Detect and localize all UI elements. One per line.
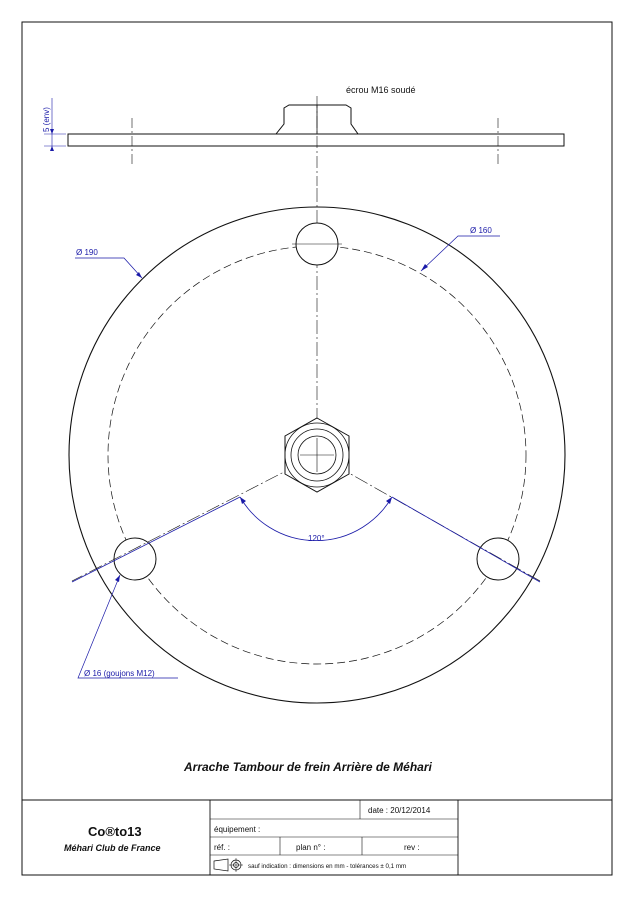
hole-right [477,538,519,580]
hole-left [114,538,156,580]
outer-diameter-dimension [75,248,142,278]
rev-field: rev : [404,843,420,852]
thickness-label: 5 (env) [42,107,51,132]
club-name: Méhari Club de France [64,843,161,853]
outer-diameter-label: Ø 190 [76,248,98,257]
bolt-circle-label: Ø 160 [470,226,492,235]
date-field: date : 20/12/2014 [368,806,431,815]
plate-side [68,134,564,146]
side-view [42,85,564,186]
ref-field: réf. : [214,843,231,852]
angle-label: 120° [308,534,325,543]
title-block [22,800,612,875]
nut-label: écrou M16 soudé [346,85,416,95]
author-name: Co®to13 [88,824,142,839]
drawing-title: Arrache Tambour de frein Arrière de Méhari [184,760,432,774]
hole-diameter-label: Ø 16 (goujons M12) [84,669,155,678]
projection-symbol-icon [214,858,243,872]
equipement-field: équipement : [214,825,261,834]
tolerance-note: sauf indication : dimensions en mm - tolérances ± 0,1 mm [248,863,407,870]
top-view [69,188,565,703]
thickness-dimension [42,98,66,151]
bolt-circle-dimension [421,226,500,271]
angle-dimension [240,497,392,543]
hole-diameter-dimension [78,575,178,678]
plan-field: plan n° : [296,843,326,852]
